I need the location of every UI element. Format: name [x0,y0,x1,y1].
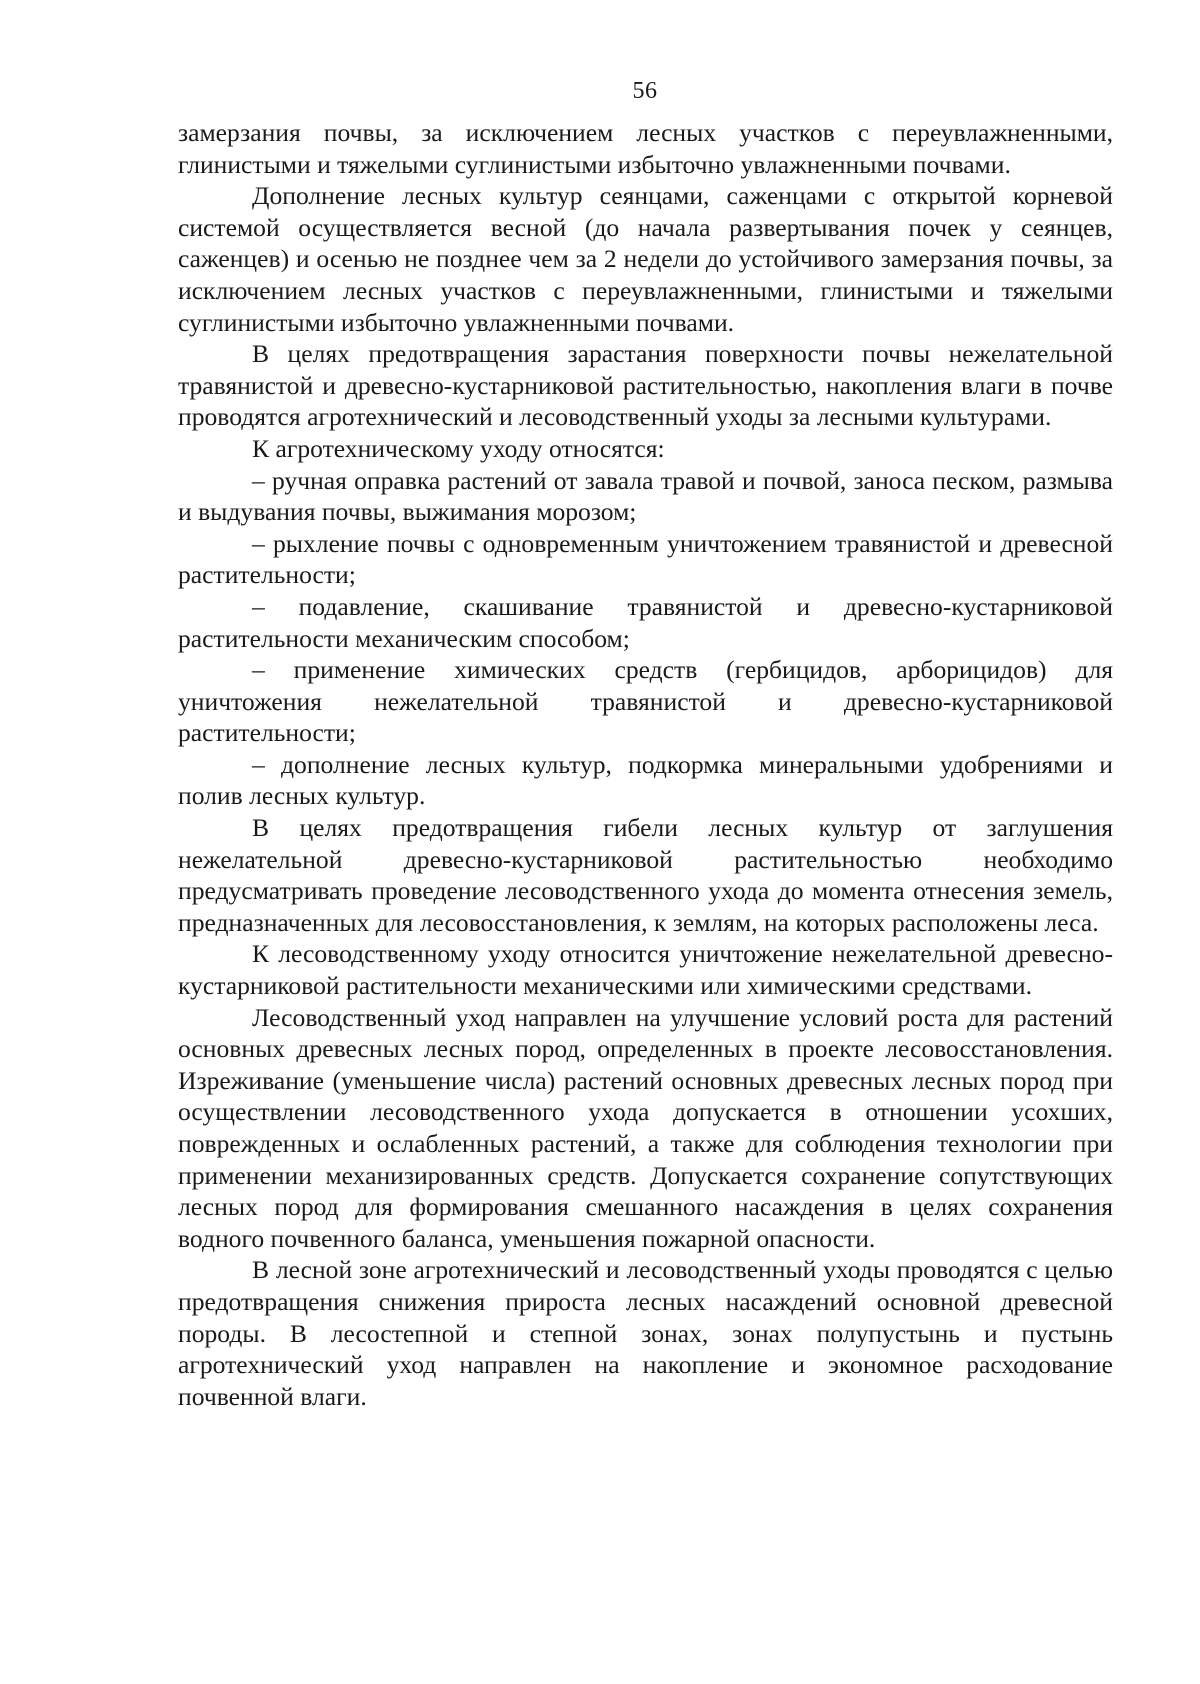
list-item: – применение химических средств (гербицидов, арборицидов) для уничтожения нежелательной травянистой и древесно-кустарниковой растительности; [178,655,1113,748]
paragraph: Лесоводственный уход направлен на улучшение условий роста для растений основных древесных лесных пород, определенных в проекте лесовосстановления. Изреживание (уменьшение числа) растений основных древесных лесных пород при осуществлении лесоводственного ухода допускается в отношении усохших, поврежденных и ослабленных растений, а также для соблюдения технологии при применении механизированных средств. Допускается сохранение сопутствующих лесных пород для формирования смешанного насаждения в целях сохранения водного почвенного баланса, уменьшения пожарной опасности. [178,1002,1113,1253]
list-item: – подавление, скашивание травянистой и древесно-кустарниковой растительности механическим способом; [178,591,1113,653]
paragraph: В целях предотвращения гибели лесных культур от заглушения нежелательной древесно-кустарниковой растительностью необходимо предусматривать проведение лесоводственного ухода до момента отнесения земель, предназначенных для лесовосстановления, к землям, на которых расположены леса. [178,813,1113,937]
paragraph: К лесоводственному уходу относится уничтожение нежелательной древесно-кустарниковой растительности механическими или химическими средствами. [178,939,1113,1001]
list-item: – дополнение лесных культур, подкормка минеральными удобрениями и полив лесных культур. [178,749,1113,811]
paragraph: В лесной зоне агротехнический и лесоводственный уходы проводятся с целью предотвращения снижения прироста лесных насаждений основной древесной породы. В лесостепной и степной зонах, зонах полупустынь и пустынь агротехнический уход направлен на накопление и экономное расходование почвенной влаги. [178,1255,1113,1411]
document-body [178,117,1113,1412]
paragraph: К агротехническому уходу относятся: [252,433,665,463]
paragraph: В целях предотвращения зарастания поверхности почвы нежелательной травянистой и древесно-кустарниковой растительностью, накопления влаги в почве проводятся агротехнический и лесоводственный уходы за лесными культурами. [178,339,1113,432]
list-item: – ручная оправка растений от завала травой и почвой, заноса песком, размыва и выдувания почвы, выжимания морозом; [178,465,1113,527]
paragraph: Дополнение лесных культур сеянцами, саженцами с открытой корневой системой осуществляется весной (до начала развертывания почек у сеянцев, саженцев) и осенью не позднее чем за 2 недели до устойчивого замерзания почвы, за исключением лесных участков с переувлажненными, глинистыми и тяжелыми суглинистыми избыточно увлажненными почвами. [178,181,1113,337]
paragraph: замерзания почвы, за исключением лесных участков с переувлажненными, глинистыми и тяжелыми суглинистыми избыточно увлажненными почвами. [178,118,1113,179]
list-item: – рыхление почвы с одновременным уничтожением травянистой и древесной растительности; [178,528,1113,590]
page-number: 56 [632,78,658,104]
